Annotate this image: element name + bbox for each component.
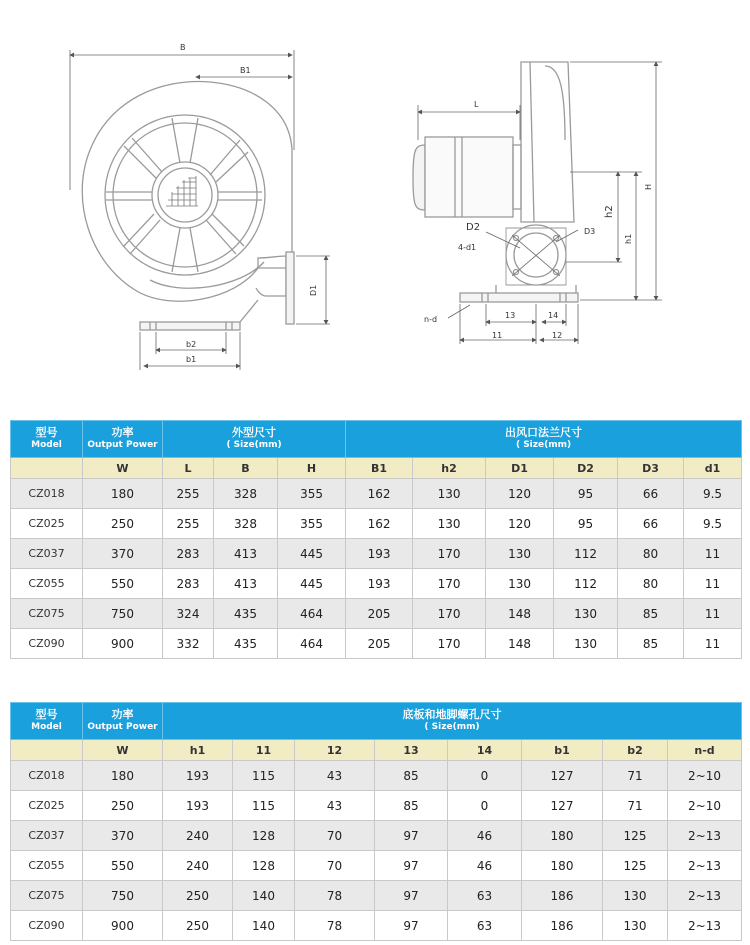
value-cell: 170 <box>413 629 486 659</box>
value-cell: 97 <box>375 881 448 911</box>
column-header: D1 <box>486 458 554 479</box>
value-cell: 324 <box>163 599 214 629</box>
model-cell: CZ025 <box>11 509 83 539</box>
table-row <box>11 791 742 821</box>
value-cell: 193 <box>346 569 413 599</box>
column-header: B1 <box>346 458 413 479</box>
model-cell: CZ055 <box>11 851 83 881</box>
value-cell: 435 <box>214 629 278 659</box>
column-header: b1 <box>522 740 603 761</box>
column-header <box>11 740 83 761</box>
value-cell: 550 <box>83 569 163 599</box>
value-cell: 85 <box>618 599 684 629</box>
value-cell: 115 <box>233 761 295 791</box>
value-cell: 283 <box>163 539 214 569</box>
value-cell: 2~13 <box>668 911 742 941</box>
value-cell: 170 <box>413 569 486 599</box>
table-row <box>11 479 742 509</box>
flange-size-header: 出风口法兰尺寸 ( Size(mm) <box>346 421 742 458</box>
value-cell: 120 <box>486 509 554 539</box>
value-cell: 900 <box>83 911 163 941</box>
value-cell: 162 <box>346 509 413 539</box>
value-cell: 0 <box>448 761 522 791</box>
column-header: h1 <box>163 740 233 761</box>
value-cell: 250 <box>83 791 163 821</box>
value-cell: 413 <box>214 569 278 599</box>
dim-nd: n-d <box>424 315 438 324</box>
value-cell: 0 <box>448 791 522 821</box>
housing-side <box>521 62 574 222</box>
value-cell: 170 <box>413 599 486 629</box>
value-cell: 550 <box>83 851 163 881</box>
base-and-bolt-size-table <box>10 702 742 941</box>
value-cell: 46 <box>448 821 522 851</box>
value-cell: 66 <box>618 479 684 509</box>
value-cell: 43 <box>295 761 375 791</box>
value-cell: 85 <box>375 791 448 821</box>
value-cell: 2~13 <box>668 851 742 881</box>
column-header: d1 <box>684 458 742 479</box>
table-row <box>11 851 742 881</box>
value-cell: 435 <box>214 599 278 629</box>
outlet-flange <box>286 252 294 324</box>
value-cell: 63 <box>448 911 522 941</box>
value-cell: 125 <box>603 821 668 851</box>
value-cell: 130 <box>554 629 618 659</box>
value-cell: 283 <box>163 569 214 599</box>
model-cell: CZ037 <box>11 821 83 851</box>
dim-11: 11 <box>492 331 503 340</box>
value-cell: 240 <box>163 851 233 881</box>
table-row <box>11 821 742 851</box>
model-header: 型号 Model <box>11 703 83 740</box>
value-cell: 70 <box>295 821 375 851</box>
value-cell: 127 <box>522 761 603 791</box>
value-cell: 445 <box>278 569 346 599</box>
column-header: D2 <box>554 458 618 479</box>
column-header <box>11 458 83 479</box>
value-cell: 464 <box>278 599 346 629</box>
value-cell: 63 <box>448 881 522 911</box>
value-cell: 180 <box>522 821 603 851</box>
model-cell: CZ075 <box>11 881 83 911</box>
value-cell: 370 <box>83 539 163 569</box>
column-header: 11 <box>233 740 295 761</box>
value-cell: 70 <box>295 851 375 881</box>
front-view <box>82 82 294 330</box>
motor-endcap <box>413 145 425 210</box>
value-cell: 162 <box>346 479 413 509</box>
value-cell: 71 <box>603 791 668 821</box>
value-cell: 9.5 <box>684 509 742 539</box>
value-cell: 2~13 <box>668 821 742 851</box>
value-cell: 370 <box>83 821 163 851</box>
model-cell: CZ018 <box>11 761 83 791</box>
value-cell: 250 <box>163 881 233 911</box>
value-cell: 9.5 <box>684 479 742 509</box>
value-cell: 186 <box>522 911 603 941</box>
value-cell: 193 <box>163 761 233 791</box>
value-cell: 130 <box>603 911 668 941</box>
outer-and-flange-size-table <box>10 420 742 659</box>
value-cell: 97 <box>375 851 448 881</box>
model-cell: CZ090 <box>11 629 83 659</box>
value-cell: 11 <box>684 599 742 629</box>
power-header: 功率 Output Power <box>83 703 163 740</box>
column-header: 12 <box>295 740 375 761</box>
value-cell: 130 <box>486 569 554 599</box>
column-header: B <box>214 458 278 479</box>
value-cell: 130 <box>603 881 668 911</box>
table-row <box>11 629 742 659</box>
value-cell: 413 <box>214 539 278 569</box>
value-cell: 205 <box>346 629 413 659</box>
column-header: 14 <box>448 740 522 761</box>
value-cell: 900 <box>83 629 163 659</box>
outer-size-header: 外型尺寸 ( Size(mm) <box>163 421 346 458</box>
value-cell: 328 <box>214 509 278 539</box>
dim-D2: D2 <box>466 222 481 233</box>
base-size-header: 底板和地脚螺孔尺寸 ( Size(mm) <box>163 703 742 740</box>
column-header: h2 <box>413 458 486 479</box>
value-cell: 120 <box>486 479 554 509</box>
column-header: W <box>83 458 163 479</box>
value-cell: 250 <box>163 911 233 941</box>
dim-H: H <box>644 183 653 190</box>
value-cell: 240 <box>163 821 233 851</box>
base-plate <box>140 322 240 330</box>
dim-B: B <box>180 43 186 52</box>
column-header: H <box>278 458 346 479</box>
value-cell: 112 <box>554 539 618 569</box>
value-cell: 130 <box>486 539 554 569</box>
value-cell: 112 <box>554 569 618 599</box>
value-cell: 130 <box>554 599 618 629</box>
table-row <box>11 509 742 539</box>
value-cell: 95 <box>554 509 618 539</box>
model-cell: CZ055 <box>11 569 83 599</box>
side-view <box>413 62 578 302</box>
motor-body <box>425 137 513 217</box>
value-cell: 2~10 <box>668 791 742 821</box>
dim-12: 12 <box>552 331 563 340</box>
value-cell: 95 <box>554 479 618 509</box>
table-row <box>11 911 742 941</box>
dim-b1: b1 <box>186 355 197 364</box>
value-cell: 97 <box>375 911 448 941</box>
value-cell: 85 <box>618 629 684 659</box>
value-cell: 71 <box>603 761 668 791</box>
model-cell: CZ075 <box>11 599 83 629</box>
table-row <box>11 539 742 569</box>
value-cell: 2~13 <box>668 881 742 911</box>
value-cell: 186 <box>522 881 603 911</box>
value-cell: 170 <box>413 539 486 569</box>
value-cell: 127 <box>522 791 603 821</box>
column-header: b2 <box>603 740 668 761</box>
value-cell: 148 <box>486 629 554 659</box>
model-cell: CZ018 <box>11 479 83 509</box>
value-cell: 115 <box>233 791 295 821</box>
value-cell: 66 <box>618 509 684 539</box>
dim-D3: D3 <box>584 227 596 236</box>
value-cell: 80 <box>618 569 684 599</box>
value-cell: 97 <box>375 821 448 851</box>
value-cell: 355 <box>278 509 346 539</box>
value-cell: 128 <box>233 821 295 851</box>
value-cell: 130 <box>413 479 486 509</box>
value-cell: 255 <box>163 509 214 539</box>
value-cell: 128 <box>233 851 295 881</box>
value-cell: 464 <box>278 629 346 659</box>
value-cell: 125 <box>603 851 668 881</box>
column-header: n-d <box>668 740 742 761</box>
model-cell: CZ025 <box>11 791 83 821</box>
value-cell: 445 <box>278 539 346 569</box>
dim-14: 14 <box>548 311 559 320</box>
outlet-duct <box>256 256 286 296</box>
power-header: 功率 Output Power <box>83 421 163 458</box>
dim-B1: B1 <box>240 66 251 75</box>
value-cell: 250 <box>83 509 163 539</box>
value-cell: 11 <box>684 629 742 659</box>
value-cell: 140 <box>233 911 295 941</box>
value-cell: 355 <box>278 479 346 509</box>
model-header: 型号 Model <box>11 421 83 458</box>
hub-grid <box>166 176 198 206</box>
value-cell: 43 <box>295 791 375 821</box>
dim-h2: h2 <box>604 205 615 218</box>
value-cell: 11 <box>684 569 742 599</box>
table-row <box>11 881 742 911</box>
value-cell: 750 <box>83 881 163 911</box>
value-cell: 180 <box>83 479 163 509</box>
column-header: L <box>163 458 214 479</box>
value-cell: 180 <box>83 761 163 791</box>
value-cell: 2~10 <box>668 761 742 791</box>
value-cell: 11 <box>684 539 742 569</box>
table-row <box>11 599 742 629</box>
impeller-rim <box>105 115 265 275</box>
column-header: W <box>83 740 163 761</box>
value-cell: 46 <box>448 851 522 881</box>
value-cell: 205 <box>346 599 413 629</box>
dim-13: 13 <box>505 311 516 320</box>
value-cell: 193 <box>346 539 413 569</box>
value-cell: 130 <box>413 509 486 539</box>
value-cell: 80 <box>618 539 684 569</box>
value-cell: 750 <box>83 599 163 629</box>
dim-L: L <box>474 100 479 109</box>
value-cell: 255 <box>163 479 214 509</box>
value-cell: 332 <box>163 629 214 659</box>
value-cell: 85 <box>375 761 448 791</box>
table-row <box>11 761 742 791</box>
value-cell: 148 <box>486 599 554 629</box>
value-cell: 193 <box>163 791 233 821</box>
table-row <box>11 569 742 599</box>
model-cell: CZ090 <box>11 911 83 941</box>
fan-dimension-drawing <box>0 0 750 400</box>
model-cell: CZ037 <box>11 539 83 569</box>
value-cell: 328 <box>214 479 278 509</box>
value-cell: 180 <box>522 851 603 881</box>
dim-b2: b2 <box>186 340 197 349</box>
column-header: D3 <box>618 458 684 479</box>
dim-D1: D1 <box>309 284 318 296</box>
value-cell: 140 <box>233 881 295 911</box>
value-cell: 78 <box>295 911 375 941</box>
column-header: 13 <box>375 740 448 761</box>
value-cell: 78 <box>295 881 375 911</box>
dim-4d1: 4-d1 <box>458 243 477 252</box>
dim-h1: h1 <box>624 233 633 244</box>
